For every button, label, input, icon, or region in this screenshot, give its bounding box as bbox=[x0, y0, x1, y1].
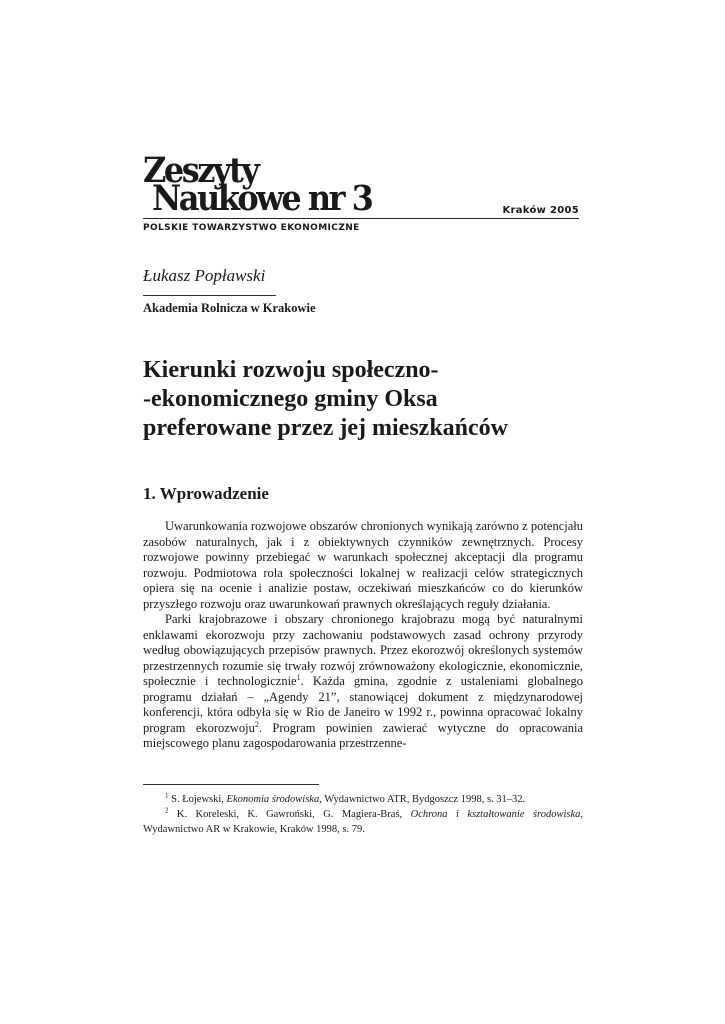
footnote-number: 2 bbox=[165, 806, 169, 815]
footnote bbox=[143, 792, 583, 807]
title-line: -ekonomicznego gminy Oksa bbox=[143, 386, 438, 412]
body-text bbox=[143, 519, 583, 752]
header-rule bbox=[143, 218, 579, 219]
journal-logo-line1: Zeszyty bbox=[143, 149, 258, 191]
footnote-number: 1 bbox=[165, 791, 169, 800]
text-span: Parki krajobrazowe i obszary chronionego krajobrazu mogą być naturalnymi enklawami ekorozwoju przy zachowaniu podstawowych zasad ochrony przyrody według obowiązujących przepisów prawnych. Przez ekorozwój określonych systemów przestrzennych rozumie się trwały rozwój zrównoważony ekologicznie, ekonomicznie, społecznie i technologicznie bbox=[143, 612, 583, 688]
section-heading: 1. Wprowadzenie bbox=[143, 484, 269, 503]
footnote-text: K. Koreleski, K. Gawroński, G. Magiera-Braś, bbox=[168, 809, 411, 820]
society-name: POLSKIE TOWARZYSTWO EKONOMICZNE bbox=[143, 223, 360, 233]
footnote-text: , Wydawnictwo ATR, Bydgoszcz 1998, s. 31–32. bbox=[319, 794, 526, 805]
footnote-ref[interactable]: 2 bbox=[254, 719, 259, 729]
footnote-text: , Wydawnictwo AR w Krakowie, Kraków 1998, s. 79. bbox=[143, 809, 583, 835]
footnote-book-title: Ekonomia środowiska bbox=[226, 794, 320, 805]
footnote-ref[interactable]: 1 bbox=[296, 672, 301, 682]
author-affiliation: Akademia Rolnicza w Krakowie bbox=[143, 301, 316, 315]
text-span: . Program powinien zawierać wytyczne do opracowania miejscowego planu zagospodarowania przestrzenne- bbox=[143, 720, 583, 750]
paragraph bbox=[143, 612, 583, 752]
footnote-rule bbox=[143, 784, 319, 785]
article-title bbox=[143, 356, 583, 443]
footnote-book-title: Ochrona i kształtowanie środowiska bbox=[410, 809, 581, 820]
paragraph: Uwarunkowania rozwojowe obszarów chronionych wynikają zarówno z potencjału zasobów naturalnych, jak i z obiektywnych czynników zewnętrznych. Procesy rozwojowe powinny przebiegać w warunkach społecznej akceptacji dla programu rozwoju. Podmiotowa rola społeczności lokalnej w realizacji celów strategicznych opiera się na ocenie i analizie postaw, oczekiwań mieszkańców co do kierunków przyszłego rozwoju oraz uwarunkowań prawnych określających reguły działania. bbox=[143, 519, 583, 611]
footnotes bbox=[143, 792, 583, 837]
city-year: Kraków 2005 bbox=[502, 205, 579, 216]
footnote-text: S. Łojewski, bbox=[168, 794, 227, 805]
author-rule bbox=[143, 295, 276, 296]
text-span: . Każda gmina, zgodnie z ustaleniami globalnego programu działań – „Agendy 21”, stanowiącej dokument z międzynarodowej konferencji, która odbyła się w Rio de Janeiro w 1992 r., powinna opracować lokalny program ekorozwoju bbox=[143, 674, 583, 735]
title-line: Kierunki rozwoju społeczno- bbox=[143, 357, 439, 383]
footnote bbox=[143, 807, 583, 837]
journal-logo-line2: Naukowe nr 3 bbox=[152, 177, 372, 219]
title-line: preferowane przez jej mieszkańców bbox=[143, 415, 508, 441]
author-name: Łukasz Popławski bbox=[143, 266, 266, 285]
